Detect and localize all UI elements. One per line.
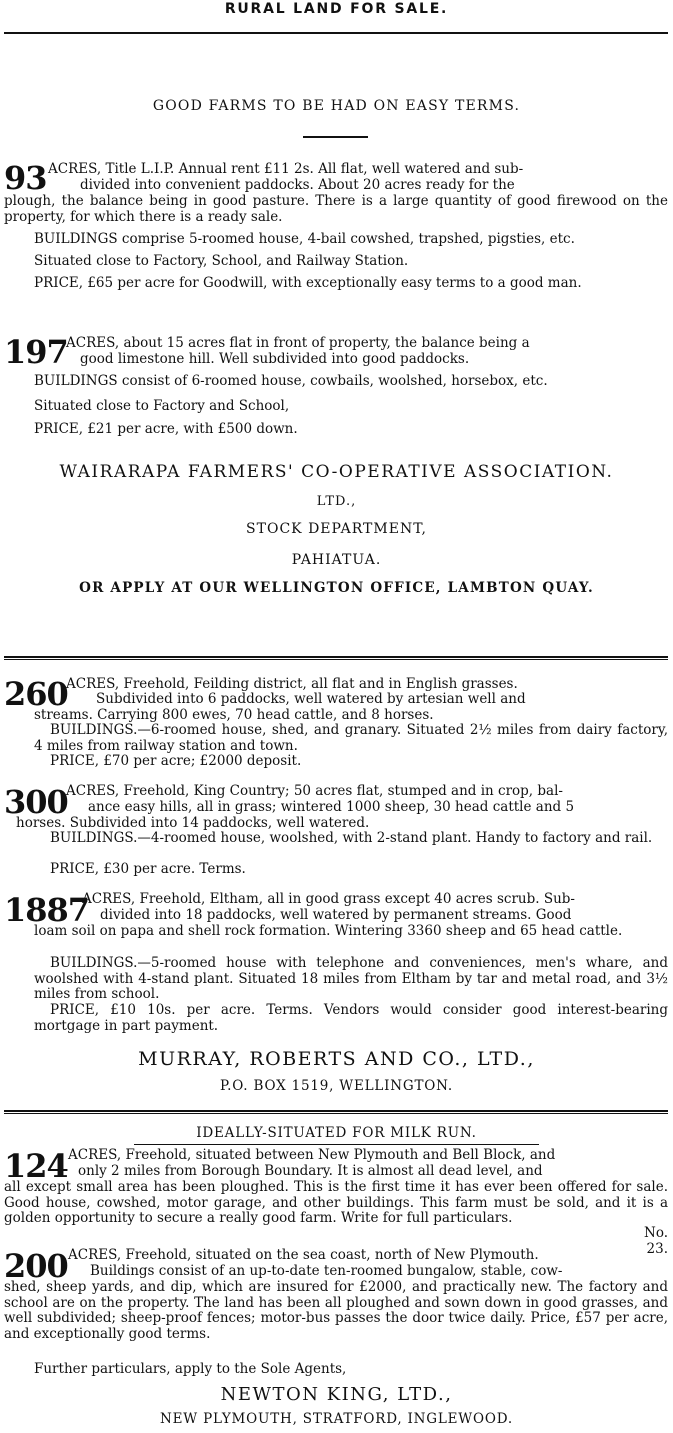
listing-body: all except small area has been ploughed. This is the first time it has ever been offered for sale. Good house, cowshed, motor garage, and other buildings. This farm must be sold, and it is a golden opportunity to secure a really good farm. Write for full particulars. xyxy=(4,1179,668,1226)
listing-buildings: BUILDINGS.—4-roomed house, woolshed, with 2-stand plant. Handy to factory and rail. xyxy=(50,830,653,846)
org-department: STOCK DEPARTMENT, xyxy=(246,521,427,537)
agent-address: P.O. BOX 1519, WELLINGTON. xyxy=(219,1078,454,1094)
listing-situated: Situated close to Factory and School, xyxy=(34,398,290,414)
listing-buildings: BUILDINGS consist of 6-roomed house, cowbails, woolshed, horsebox, etc. xyxy=(34,373,548,389)
listing-buildings: BUILDINGS.—6-roomed house, shed, and granary. Situated 2½ miles from dairy factory, 4 miles from railway station and town. xyxy=(34,722,668,754)
listing-body: loam soil on papa and shell rock formation. Wintering 3360 sheep and 65 head cattle. xyxy=(34,923,623,939)
listing-line-2: Subdivided into 6 paddocks, well watered by artesian well and xyxy=(96,691,526,707)
listing-line-2: divided into convenient paddocks. About 20 acres ready for the xyxy=(80,177,515,193)
listing-price: PRICE, £70 per acre; £2000 deposit. xyxy=(50,753,302,769)
header-rule xyxy=(4,32,668,34)
listing-line-2: divided into 18 paddocks, well watered by permanent streams. Good xyxy=(100,907,572,923)
org-name: WAIRARAPA FARMERS' CO-OPERATIVE ASSOCIATION. xyxy=(59,462,614,482)
listing-number: 124 xyxy=(4,1147,68,1185)
section-divider xyxy=(4,1110,668,1112)
listing-number: 260 xyxy=(4,675,68,713)
agent-name: MURRAY, ROBERTS AND CO., LTD., xyxy=(138,1048,535,1070)
listing-line-2: only 2 miles from Borough Boundary. It is almost all dead level, and xyxy=(78,1163,543,1179)
listing-number: 197 xyxy=(4,333,68,371)
section-divider xyxy=(4,656,668,658)
listing-line-1: ACRES, Freehold, situated on the sea coast, north of New Plymouth. xyxy=(68,1247,539,1263)
further-particulars: Further particulars, apply to the Sole Agents, xyxy=(34,1361,347,1377)
listing-body: shed, sheep yards, and dip, which are insured for £2000, and practically new. The factory and school are on the property. The land has been all ploughed and sown down in good grasses, and well subdivided; sheep-proof fences; motor-bus passes the door twice daily. Price, £57 per acre, and exceptionally good terms. xyxy=(4,1279,668,1342)
listing-reference: No. 23. xyxy=(644,1225,668,1257)
listing-line-2: Buildings consist of an up-to-date ten-roomed bungalow, stable, cow- xyxy=(90,1263,563,1279)
listing-line-1: ACRES, Title L.I.P. Annual rent £11 2s. All flat, well watered and sub- xyxy=(48,161,524,177)
page-header: RURAL LAND FOR SALE. xyxy=(224,1,449,17)
listing-line-2: good limestone hill. Well subdivided into good paddocks. xyxy=(80,351,470,367)
listing-price: PRICE, £10 10s. per acre. Terms. Vendors would consider good interest-bearing mortgage in part payment. xyxy=(34,1002,668,1034)
listing-price: PRICE, £21 per acre, with £500 down. xyxy=(34,421,298,437)
listing-body: horses. Subdivided into 14 paddocks, well watered. xyxy=(16,815,370,831)
listing-line-1: ACRES, about 15 acres flat in front of property, the balance being a xyxy=(66,335,530,351)
listing-line-1: ACRES, Freehold, King Country; 50 acres flat, stumped and in crop, bal- xyxy=(66,783,563,799)
listing-number: 1887 xyxy=(4,891,90,929)
listing-situated: Situated close to Factory, School, and Railway Station. xyxy=(34,253,409,269)
listing-body: streams. Carrying 800 ewes, 70 head cattle, and 8 horses. xyxy=(34,707,434,723)
listing-buildings: BUILDINGS comprise 5-roomed house, 4-bail cowshed, trapshed, pigsties, etc. xyxy=(34,231,575,247)
listing-line-1: ACRES, Freehold, situated between New Plymouth and Bell Block, and xyxy=(68,1147,556,1163)
agent-address: NEW PLYMOUTH, STRATFORD, INGLEWOOD. xyxy=(160,1411,513,1427)
listing-line-1: ACRES, Freehold, Feilding district, all flat and in English grasses. xyxy=(66,676,518,692)
org-ltd: LTD., xyxy=(316,494,357,509)
apply-line: OR APPLY AT OUR WELLINGTON OFFICE, LAMBTON QUAY. xyxy=(79,580,594,596)
listing-number: 200 xyxy=(4,1247,68,1285)
listing-buildings: BUILDINGS.—5-roomed house with telephone and conveniences, men's whare, and woolshed with 4-stand plant. Situated 18 miles from Eltham by tar and metal road, and 3½ miles from school. xyxy=(34,955,668,1002)
listing-price: PRICE, £65 per acre for Goodwill, with exceptionally easy terms to a good man. xyxy=(34,275,582,291)
listing-body: plough, the balance being in good pasture. There is a large quantity of good firewood on the property, for which there is a ready sale. xyxy=(4,193,668,225)
agent-name: NEWTON KING, LTD., xyxy=(220,1384,453,1405)
section3-heading: IDEALLY-SITUATED FOR MILK RUN. xyxy=(196,1125,477,1141)
subtitle-rule xyxy=(303,136,368,138)
listing-price: PRICE, £30 per acre. Terms. xyxy=(50,861,246,877)
listing-line-2: ance easy hills, all in grass; wintered 1000 sheep, 30 head cattle and 5 xyxy=(88,799,575,815)
listing-number: 300 xyxy=(4,783,68,821)
heading-rule xyxy=(134,1144,539,1145)
listing-number: 93 xyxy=(4,159,47,197)
org-town: PAHIATUA. xyxy=(291,552,382,568)
section1-subtitle: GOOD FARMS TO BE HAD ON EASY TERMS. xyxy=(152,98,521,114)
listing-line-1: ACRES, Freehold, Eltham, all in good grass except 40 acres scrub. Sub- xyxy=(82,891,575,907)
